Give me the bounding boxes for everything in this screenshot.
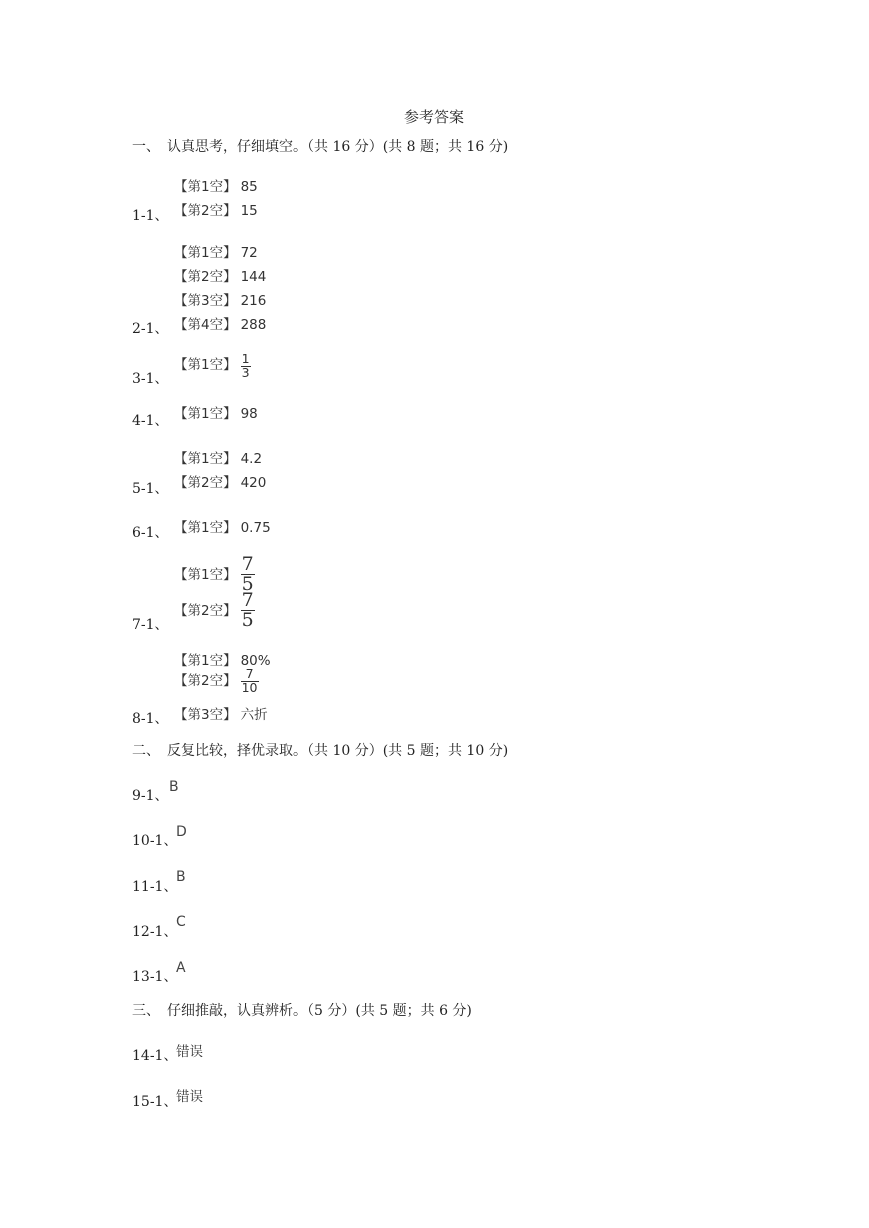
answer-line: 【第2空】 $\frac{7}{10}$ <box>174 666 258 695</box>
choice-answer: B <box>169 779 179 795</box>
question-number: 5-1、 <box>132 481 169 497</box>
question-number: 13-1、 <box>132 969 178 985</box>
answer-line: 【第3空】 216 <box>174 293 267 309</box>
question-number: 6-1、 <box>132 525 169 541</box>
question-number: 8-1、 <box>132 711 169 727</box>
question-number: 3-1、 <box>132 371 169 387</box>
answer-line: 【第2空】 420 <box>174 475 267 491</box>
answer-line: 【第4空】 288 <box>174 317 267 333</box>
question-number: 4-1、 <box>132 413 169 429</box>
answer-line: 【第2空】 15 <box>174 203 258 219</box>
choice-answer: C <box>176 914 186 930</box>
question-number: 14-1、 <box>132 1048 178 1064</box>
answer-line: 【第3空】 六折 <box>174 707 268 723</box>
choice-answer: D <box>176 824 187 840</box>
answer-line: 【第2空】 144 <box>174 269 267 285</box>
answer-line: 【第1空】 $\frac{1}{3}$ <box>174 351 250 380</box>
page-title: 参考答案 <box>404 108 465 126</box>
section-heading-3: 三、 仔细推敲，认真辨析。（5 分）(共 5 题；共 6 分) <box>132 1003 472 1019</box>
fraction: $\frac{7}{5}$ <box>241 553 254 595</box>
answer-line: 【第2空】 $\frac{7}{5}$ <box>174 589 254 631</box>
answer-line: 【第1空】 0.75 <box>174 520 271 536</box>
question-number: 7-1、 <box>132 617 169 633</box>
fraction: $\frac{1}{3}$ <box>241 351 250 380</box>
section-heading-1: 一、 认真思考，仔细填空。（共 16 分）(共 8 题；共 16 分) <box>132 139 509 155</box>
judge-answer: 错误 <box>176 1089 203 1105</box>
question-number: 10-1、 <box>132 833 178 849</box>
fraction: $\frac{7}{10}$ <box>241 666 258 695</box>
answer-line: 【第1空】 98 <box>174 406 258 422</box>
question-number: 15-1、 <box>132 1094 178 1110</box>
choice-answer: A <box>176 960 186 976</box>
choice-answer: B <box>176 869 186 885</box>
question-number: 1-1、 <box>132 208 169 224</box>
answer-line: 【第1空】 80% <box>174 653 271 669</box>
section-heading-2: 二、 反复比较，择优录取。（共 10 分）(共 5 题；共 10 分) <box>132 743 509 759</box>
answer-line: 【第1空】 72 <box>174 245 258 261</box>
fraction: $\frac{7}{5}$ <box>241 589 254 631</box>
question-number: 12-1、 <box>132 924 178 940</box>
judge-answer: 错误 <box>176 1044 203 1060</box>
question-number: 11-1、 <box>132 879 178 895</box>
question-number: 9-1、 <box>132 788 169 804</box>
answer-line: 【第1空】 $\frac{7}{5}$ <box>174 553 254 595</box>
answer-line: 【第1空】 4.2 <box>174 451 263 467</box>
question-number: 2-1、 <box>132 321 169 337</box>
answer-line: 【第1空】 85 <box>174 179 258 195</box>
